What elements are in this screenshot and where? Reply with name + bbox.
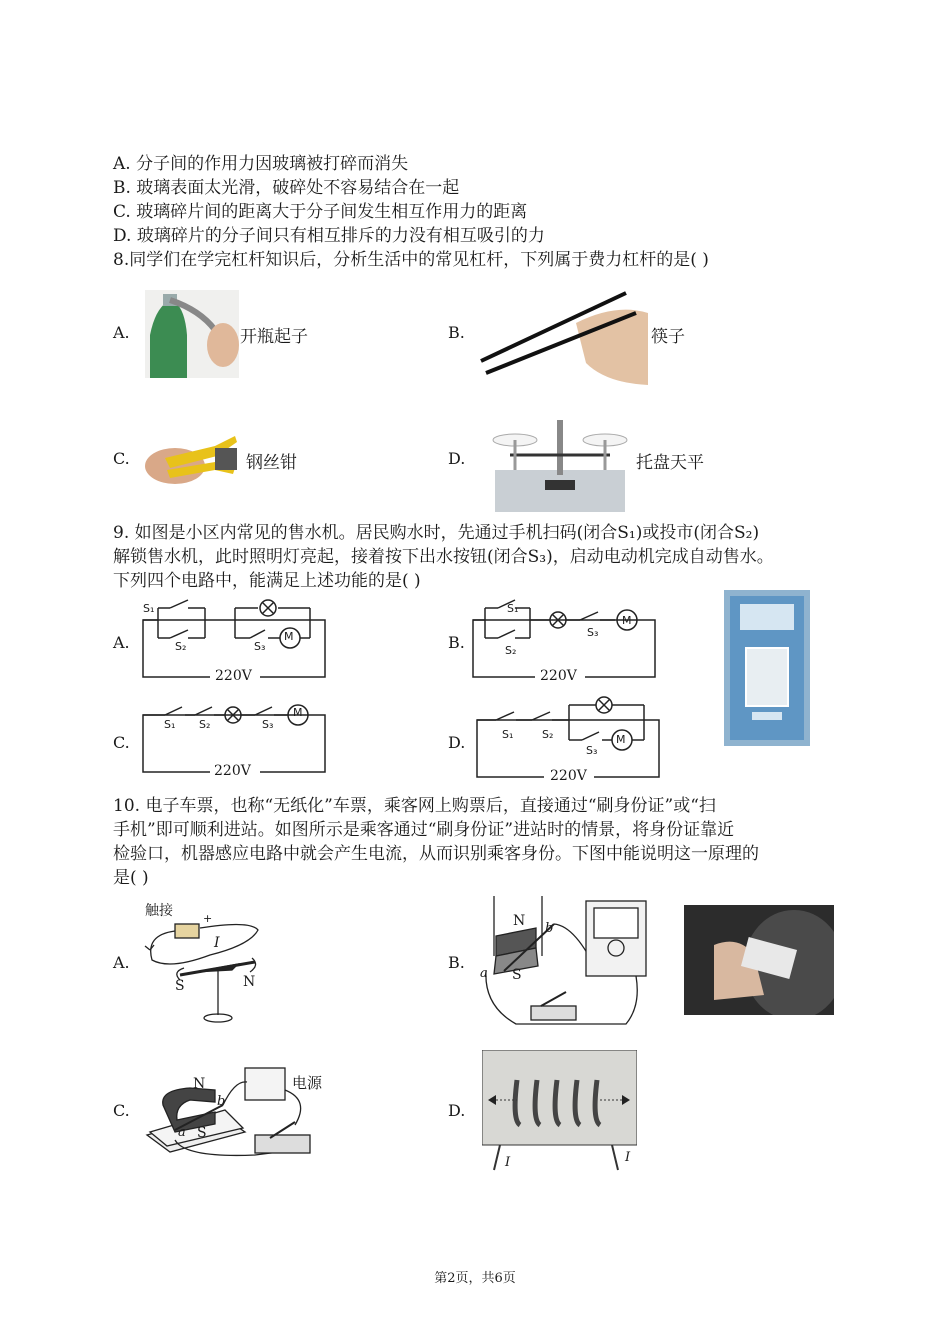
fig-c-north-label: N [193, 1076, 206, 1092]
circuit-b-motor: M [622, 614, 632, 627]
q10-stem-line-3: 检验口，机器感应电路中就会产生电流，从而识别乘客身份。下图中能说明这一原理的 [113, 844, 759, 864]
q10-stem-line-4: 是( ) [113, 868, 149, 888]
q7-option-b: B. 玻璃表面太光滑，破碎处不容易结合在一起 [113, 178, 460, 198]
fig-a-south-label: S [175, 978, 185, 994]
circuit-a-s1: S₁ [143, 602, 155, 615]
q7-option-a: A. 分子间的作用力因玻璃被打碎而消失 [113, 154, 409, 174]
circuit-b-voltage: 220V [540, 668, 577, 684]
q8-label-c: 钢丝钳 [246, 453, 297, 473]
page-footer: 第2页，共6页 [434, 1271, 516, 1286]
q8-label-d: 托盘天平 [636, 453, 704, 473]
fig-c-source-label: 电源 [292, 1074, 323, 1092]
id-card-scan-photo [684, 905, 834, 1015]
fig-a-north-label: N [243, 974, 256, 990]
circuit-c-s3: S₃ [262, 718, 274, 731]
bottle-opener-image [145, 290, 239, 378]
q9-letter-c: C. [113, 733, 130, 752]
q10-letter-a: A. [113, 953, 130, 972]
q9-letter-a: A. [113, 633, 130, 652]
electromagnetic-induction-galvanometer-figure [476, 896, 656, 1028]
q7-option-d: D. 玻璃碎片的分子间只有相互排斥的力没有相互吸引的力 [113, 226, 545, 246]
pliers-image [145, 428, 240, 488]
q9-stem-line-2: 解锁售水机，此时照明灯亮起，接着按下出水按钮(闭合S₃)，启动电动机完成自动售水。 [113, 547, 774, 567]
q7-option-c: C. 玻璃碎片间的距离大于分子间发生相互作用力的距离 [113, 202, 528, 222]
fig-b-b-label: b [545, 921, 554, 936]
circuit-c-motor: M [293, 706, 303, 719]
q8-letter-b: B. [448, 323, 465, 342]
q9-stem-line-1: 9. 如图是小区内常见的售水机。居民购水时，先通过手机扫码(闭合S₁)或投市(闭合S₂) [113, 523, 760, 543]
fig-c-south-label: S [197, 1125, 207, 1141]
circuit-a-s2: S₂ [175, 640, 187, 653]
circuit-c-voltage: 220V [214, 763, 251, 779]
fig-b-a-label: a [480, 966, 488, 981]
q8-stem: 8.同学们在学完杠杆知识后，分析生活中的常见杠杆，下列属于费力杠杆的是( ) [113, 250, 709, 270]
circuit-c-s1: S₁ [164, 718, 176, 731]
q10-letter-b: B. [448, 953, 465, 972]
circuit-d-s2: S₂ [542, 728, 554, 741]
q8-letter-c: C. [113, 449, 130, 468]
q10-stem-line-1: 10. 电子车票，也称“无纸化”车票，乘客网上购票后，直接通过“刷身份证”或“扫 [113, 796, 716, 816]
q10-stem-line-2: 手机”即可顺利进站。如图所示是乘客通过“刷身份证”进站时的情景，将身份证靠近 [113, 820, 735, 840]
circuit-d-voltage: 220V [550, 768, 587, 784]
q9-letter-b: B. [448, 633, 465, 652]
circuit-a-motor: M [284, 630, 294, 643]
circuit-b-s1: S₁ [507, 602, 519, 615]
circuit-a-s3: S₃ [254, 640, 266, 653]
fig-a-current-label: I [214, 935, 220, 951]
circuit-a-voltage: 220V [215, 668, 252, 684]
circuit-d-s3: S₃ [586, 744, 598, 757]
circuit-c-s2: S₂ [199, 718, 211, 731]
q10-letter-c: C. [113, 1101, 130, 1120]
q9-stem-line-3: 下列四个电路中，能满足上述功能的是( ) [113, 571, 421, 591]
balance-scale-image [490, 410, 630, 512]
fig-a-plus-label: + [203, 912, 213, 925]
fig-d-current-in-label: I [505, 1155, 511, 1170]
circuit-d-s1: S₁ [502, 728, 514, 741]
q10-letter-d: D. [448, 1101, 466, 1120]
fig-c-b-label: b [217, 1094, 226, 1109]
q8-letter-a: A. [113, 323, 130, 342]
q8-label-b: 筷子 [651, 327, 685, 347]
fig-b-south-label: S [512, 967, 522, 983]
fig-a-touch-label: 触接 [145, 903, 173, 919]
fig-d-current-out-label: I [625, 1150, 631, 1165]
chopsticks-image [476, 283, 648, 385]
water-vending-machine-image [724, 590, 810, 746]
circuit-d-motor: M [616, 733, 626, 746]
fig-b-north-label: N [513, 913, 526, 929]
circuit-b-s2: S₂ [505, 644, 517, 657]
q9-letter-d: D. [448, 733, 466, 752]
q8-letter-d: D. [448, 449, 466, 468]
q8-label-a: 开瓶起子 [240, 327, 308, 347]
circuit-b-s3: S₃ [587, 626, 599, 639]
fig-c-a-label: a [178, 1125, 186, 1140]
